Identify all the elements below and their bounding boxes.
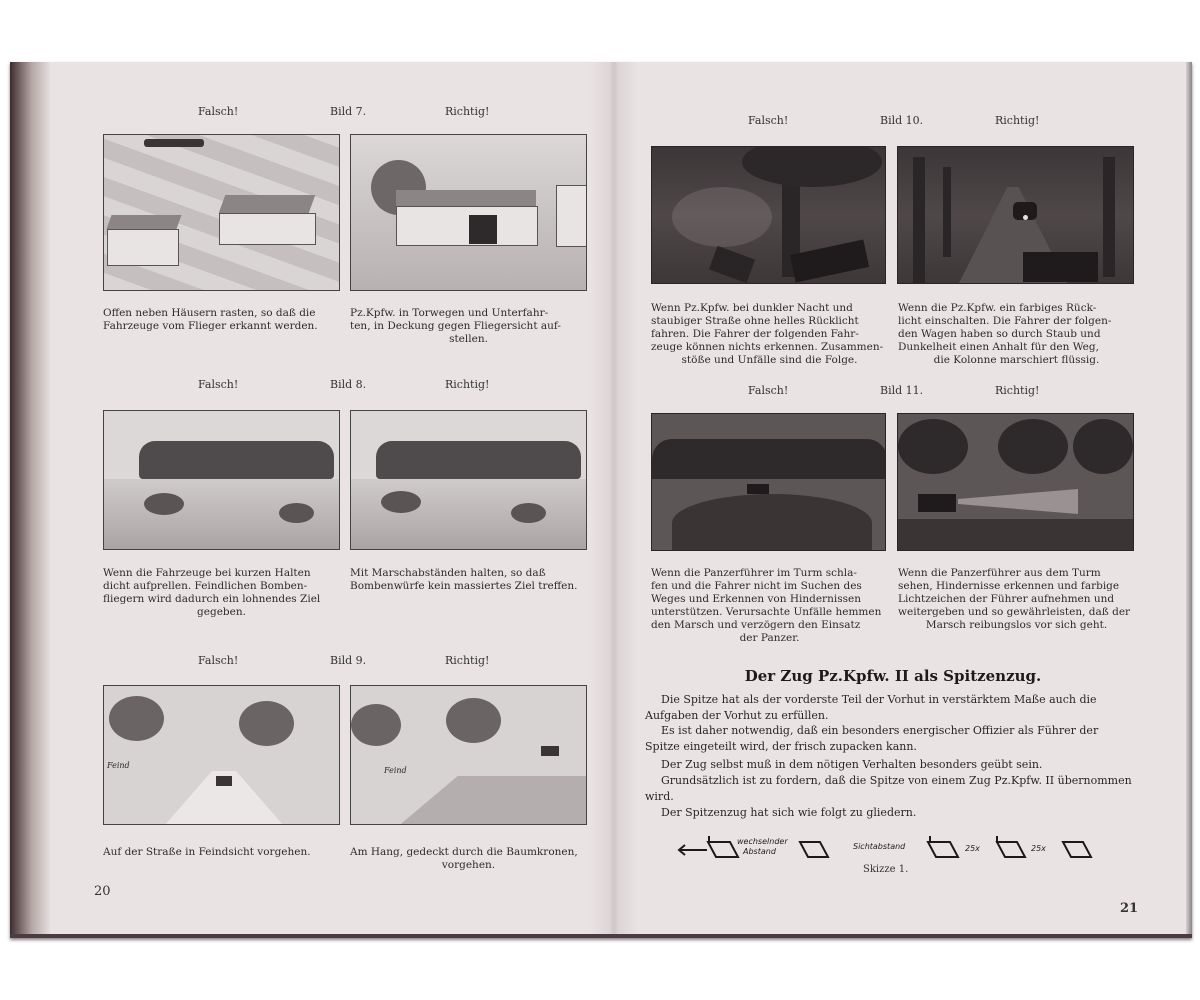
- sketch-label-sichtabstand: Sichtabstand: [853, 842, 906, 851]
- figure-7-falsch-caption: [103, 307, 340, 333]
- falsch-label: Falsch!: [198, 654, 239, 667]
- falsch-label: Falsch!: [748, 384, 789, 397]
- figure-11-richtig-caption: [898, 567, 1135, 632]
- caption-line: Weges und Erkennen von Hindernissen: [651, 593, 861, 605]
- figure-9-header: [100, 654, 590, 672]
- figure-9-richtig-caption: [350, 846, 587, 872]
- figure-10-richtig-caption: [898, 302, 1135, 367]
- figure-number: Bild 7.: [330, 105, 367, 118]
- caption-line: dicht aufprellen. Feindlichen Bomben-: [103, 580, 308, 592]
- caption-line: vorgehen.: [441, 859, 496, 871]
- falsch-label: Falsch!: [198, 105, 239, 118]
- figure-10-header: [650, 114, 1140, 132]
- figure-11-falsch-caption: [651, 567, 888, 645]
- section-paragraph: Der Spitzenzug hat sich wie folgt zu gliedern.: [661, 806, 917, 819]
- sketch-label-25x: 25x: [965, 844, 980, 853]
- richtig-label: Richtig!: [995, 114, 1040, 127]
- caption-line: Auf der Straße in Feindsicht vorgehen.: [103, 846, 311, 858]
- figure-8-header: [100, 378, 590, 396]
- section-heading: Der Zug Pz.Kpfw. II als Spitzenzug.: [744, 667, 1042, 685]
- page-number-right: 21: [1120, 901, 1139, 916]
- caption-line: sehen, Hindernisse erkennen und farbige: [898, 580, 1120, 592]
- figure-9-falsch-illustration: [103, 685, 340, 825]
- richtig-label: Richtig!: [445, 105, 490, 118]
- richtig-label: Richtig!: [995, 384, 1040, 397]
- sketch-label-abstand: Abstand: [743, 847, 776, 856]
- caption-line: licht einschalten. Die Fahrer der folgen-: [898, 315, 1112, 327]
- caption-line: zeuge können nichts erkennen. Zusammen-: [651, 341, 884, 353]
- caption-line: Wenn die Fahrzeuge bei kurzen Halten: [103, 567, 311, 579]
- caption-line: Wenn die Pz.Kpfw. ein farbiges Rück-: [898, 302, 1097, 314]
- figure-10-falsch-illustration: [651, 146, 886, 284]
- figure-number: Bild 10.: [880, 114, 924, 127]
- caption-line: fahren. Die Fahrer der folgenden Fahr-: [651, 328, 859, 340]
- caption-line: Dunkelheit einen Anhalt für den Weg,: [898, 341, 1099, 353]
- figure-11-falsch-illustration: [651, 413, 886, 551]
- figure-10-richtig-illustration: [897, 146, 1134, 284]
- figure-7-falsch-illustration: [103, 134, 340, 291]
- caption-line: den Wagen haben so durch Staub und: [898, 328, 1101, 340]
- figure-9-richtig-illustration: [350, 685, 587, 825]
- figure-7-richtig-caption: [350, 307, 587, 346]
- caption-line: Am Hang, gedeckt durch die Baumkronen,: [350, 846, 578, 858]
- book-left-edge: [10, 62, 50, 938]
- figure-number: Bild 8.: [330, 378, 367, 391]
- caption-line: der Panzer.: [739, 632, 800, 644]
- caption-line: Wenn die Panzerführer aus dem Turm: [898, 567, 1101, 579]
- falsch-label: Falsch!: [748, 114, 789, 127]
- page-number-left: 20: [94, 884, 111, 899]
- caption-line: weitergeben und so gewährleisten, daß der: [898, 606, 1131, 618]
- sketch-label-25x: 25x: [1031, 844, 1046, 853]
- sketch-label-wechselnder: wechselnder: [737, 837, 788, 846]
- figure-11-header: [650, 384, 1140, 402]
- caption-line: Offen neben Häusern rasten, so daß die: [103, 307, 316, 319]
- caption-line: Fahrzeuge vom Flieger erkannt werden.: [103, 320, 318, 332]
- caption-line: Wenn die Panzerführer im Turm schla-: [651, 567, 857, 579]
- caption-line: Wenn Pz.Kpfw. bei dunkler Nacht und: [651, 302, 853, 314]
- caption-line: Lichtzeichen der Führer aufnehmen und: [898, 593, 1115, 605]
- richtig-label: Richtig!: [445, 654, 490, 667]
- caption-line: Mit Marschabständen halten, so daß: [350, 567, 546, 579]
- figure-8-falsch-caption: [103, 567, 340, 619]
- caption-line: Bombenwürfe kein massiertes Ziel treffen.: [350, 580, 578, 592]
- caption-line: staubiger Straße ohne helles Rücklicht: [651, 315, 859, 327]
- caption-line: den Marsch und verzögern den Einsatz: [651, 619, 861, 631]
- caption-line: stellen.: [449, 333, 488, 345]
- sketch-caption: Skizze 1.: [863, 864, 909, 875]
- richtig-label: Richtig!: [445, 378, 490, 391]
- figure-7-richtig-illustration: [350, 134, 587, 291]
- book-right-edge: [1186, 62, 1192, 938]
- figure-9-falsch-caption: [103, 846, 340, 859]
- march-formation-sketch: [675, 832, 1115, 867]
- section-paragraph: Es ist daher notwendig, daß ein besonders energischer Offizier als Führer der Spitze eingeteilt wird, der frisch zupacken kann.: [645, 724, 1099, 753]
- caption-line: ten, in Deckung gegen Fliegersicht auf-: [350, 320, 561, 332]
- caption-line: fen und die Fahrer nicht im Suchen des: [651, 580, 862, 592]
- feind-label: Feind: [107, 761, 130, 770]
- book-gutter: [590, 62, 638, 938]
- caption-line: Pz.Kpfw. in Torwegen und Unterfahr-: [350, 307, 549, 319]
- aircraft-icon: [144, 139, 204, 147]
- book-bottom-edge: [10, 934, 1192, 938]
- section-paragraph: Die Spitze hat als der vorderste Teil der Vorhut in verstärktem Maße auch die Aufgaben der Vorhut zu erfüllen.: [645, 693, 1097, 722]
- figure-8-richtig-illustration: [350, 410, 587, 550]
- caption-line: Marsch reibungslos vor sich geht.: [925, 619, 1108, 631]
- figure-number: Bild 9.: [330, 654, 367, 667]
- section-paragraph: Der Zug selbst muß in dem nötigen Verhalten besonders geübt sein.: [661, 758, 1043, 771]
- caption-line: unterstützen. Verursachte Unfälle hemmen: [651, 606, 882, 618]
- figure-10-falsch-caption: [651, 302, 888, 367]
- figure-11-richtig-illustration: [897, 413, 1134, 551]
- figure-number: Bild 11.: [880, 384, 924, 397]
- falsch-label: Falsch!: [198, 378, 239, 391]
- figure-8-richtig-caption: [350, 567, 587, 593]
- caption-line: stöße und Unfälle sind die Folge.: [681, 354, 858, 366]
- figure-7-header: [100, 105, 590, 123]
- tail-light-icon: [1023, 215, 1028, 220]
- feind-label: Feind: [384, 766, 407, 775]
- caption-line: fliegern wird dadurch ein lohnendes Ziel: [103, 593, 321, 605]
- section-paragraph: Grundsätzlich ist zu fordern, daß die Spitze von einem Zug Pz.Kpfw. II übernommen wird.: [645, 774, 1132, 803]
- figure-8-falsch-illustration: [103, 410, 340, 550]
- caption-line: gegeben.: [197, 606, 246, 618]
- caption-line: die Kolonne marschiert flüssig.: [933, 354, 1100, 366]
